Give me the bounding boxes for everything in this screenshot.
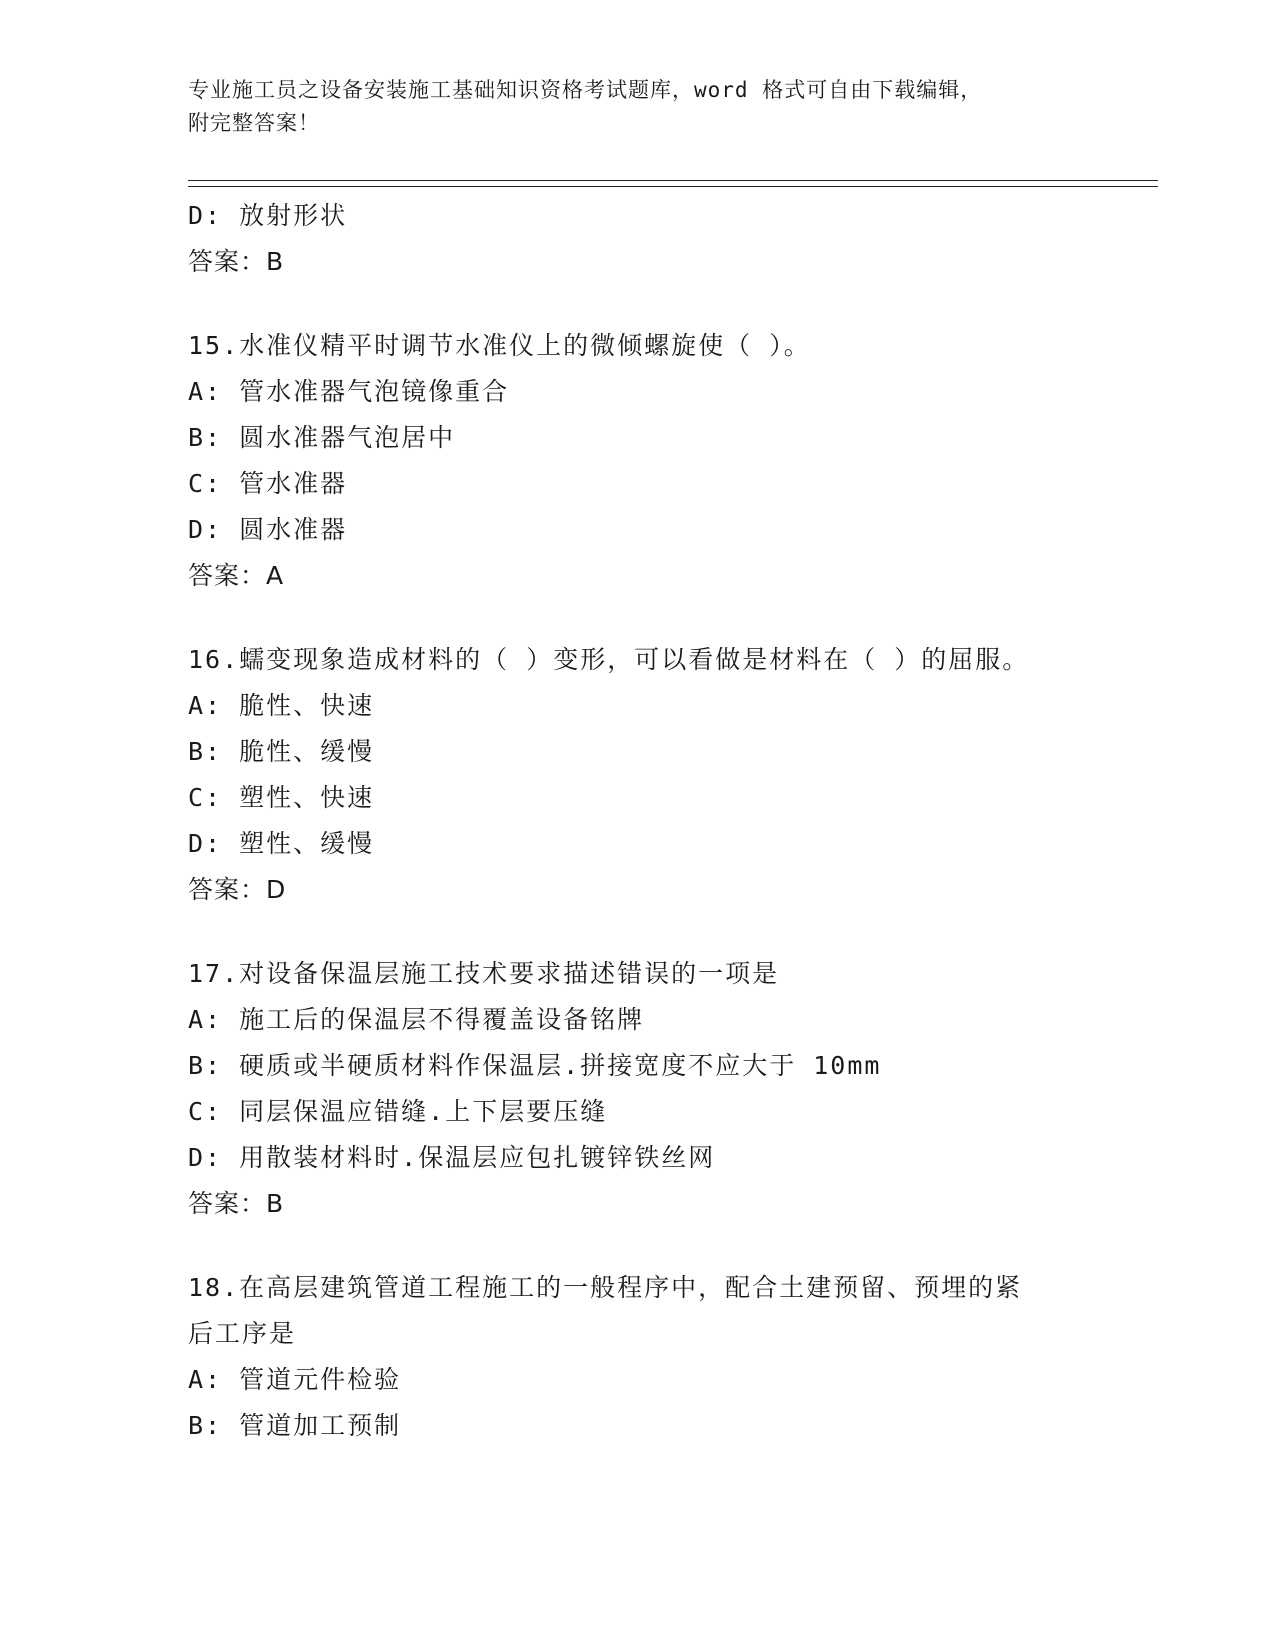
option-b: B: 硬质或半硬质材料作保温层.拼接宽度不应大于 10mm bbox=[188, 1051, 882, 1080]
document-header bbox=[188, 74, 1088, 140]
question-stem: 15.水准仪精平时调节水准仪上的微倾螺旋使（ ）。 bbox=[188, 331, 811, 360]
option-a: A: 管道元件检验 bbox=[188, 1365, 402, 1394]
option-c: C: 管水准器 bbox=[188, 469, 348, 498]
prev-answer: 答案：B bbox=[188, 247, 285, 276]
option-a: A: 管水准器气泡镜像重合 bbox=[188, 377, 510, 406]
header-line-1: 专业施工员之设备安装施工基础知识资格考试题库，word 格式可自由下载编辑， bbox=[188, 78, 983, 102]
option-a: A: 脆性、快速 bbox=[188, 691, 375, 720]
option-c: C: 塑性、快速 bbox=[188, 783, 375, 812]
option-d: D: 圆水准器 bbox=[188, 515, 348, 544]
prev-option-d: D: 放射形状 bbox=[188, 201, 348, 230]
option-b: B: 管道加工预制 bbox=[188, 1411, 402, 1440]
question-stem: 16.蠕变现象造成材料的（ ）变形，可以看做是材料在（ ）的屈服。 bbox=[188, 645, 1030, 674]
answer: 答案：A bbox=[188, 561, 285, 590]
question-18 bbox=[188, 1265, 1088, 1449]
question-stem: 17.对设备保温层施工技术要求描述错误的一项是 bbox=[188, 959, 780, 988]
question-list bbox=[188, 193, 1088, 1449]
option-c: C: 同层保温应错缝.上下层要压缝 bbox=[188, 1097, 608, 1126]
question-stem-line-2: 后工序是 bbox=[188, 1319, 297, 1348]
option-a: A: 施工后的保温层不得覆盖设备铭牌 bbox=[188, 1005, 645, 1034]
question-17 bbox=[188, 951, 1088, 1227]
option-b: B: 脆性、缓慢 bbox=[188, 737, 375, 766]
question-16 bbox=[188, 637, 1088, 913]
option-d: D: 塑性、缓慢 bbox=[188, 829, 375, 858]
option-b: B: 圆水准器气泡居中 bbox=[188, 423, 456, 452]
option-d: D: 用散装材料时.保温层应包扎镀锌铁丝网 bbox=[188, 1143, 716, 1172]
answer: 答案：B bbox=[188, 1189, 285, 1218]
header-line-2: 附完整答案！ bbox=[188, 111, 320, 135]
answer: 答案：D bbox=[188, 875, 287, 904]
question-stem-line-1: 18.在高层建筑管道工程施工的一般程序中，配合土建预留、预埋的紧 bbox=[188, 1273, 1023, 1302]
header-divider bbox=[188, 180, 1158, 187]
question-15 bbox=[188, 323, 1088, 599]
